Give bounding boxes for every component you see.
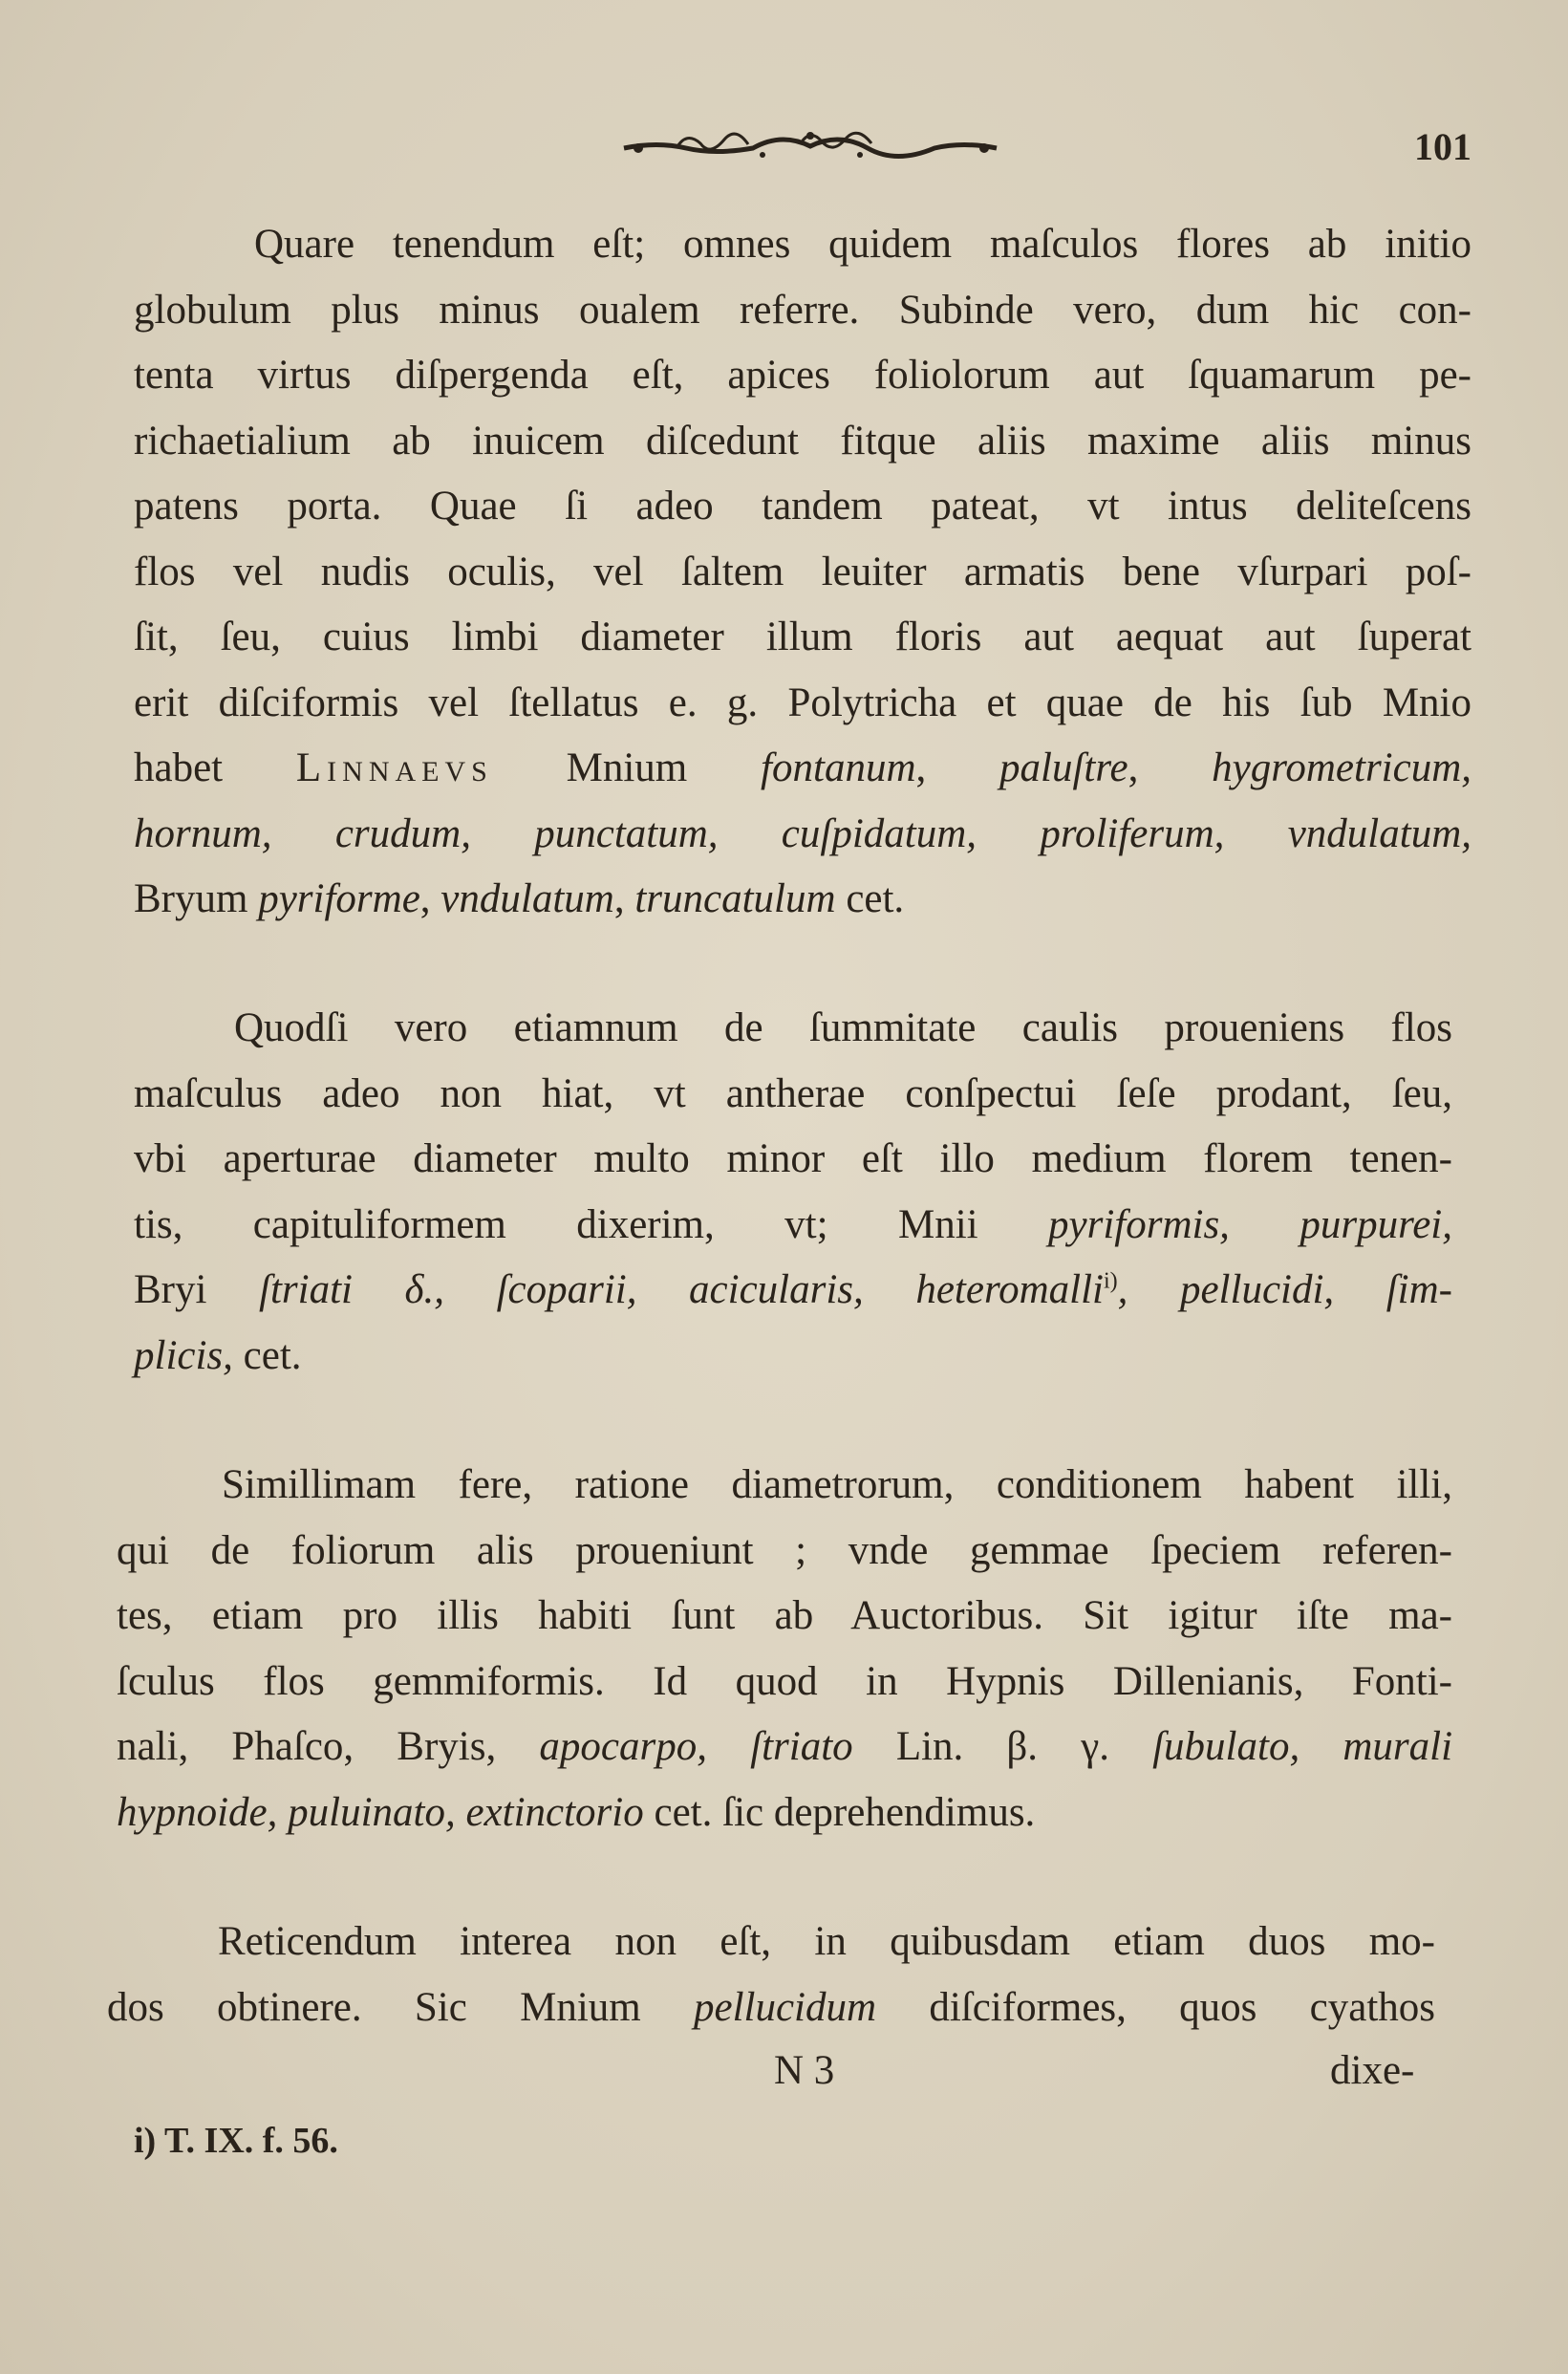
text-run: dos obtinere. Sic Mnium [107, 1984, 641, 2030]
species-name: ſubulato, murali [1152, 1724, 1452, 1769]
footnote: i) T. IX. f. 56. [134, 2121, 338, 2161]
page-number: 101 [1414, 125, 1471, 168]
text-run: cet. [243, 1332, 302, 1378]
paragraph-4 [107, 1910, 1435, 2040]
text-line [117, 1715, 1452, 1780]
text-line: vbi aperturae diameter multo minor eſt illo medium florem tenen- [134, 1136, 1452, 1181]
text-run: cet. ſic deprehendimus. [654, 1789, 1036, 1835]
species-name: vndulatum [440, 876, 614, 921]
text-run: Mnium [566, 745, 688, 790]
text-line [134, 1258, 1452, 1324]
species-name: pellucidum [693, 1984, 877, 2030]
catchword: dixe- [1330, 2048, 1415, 2093]
text-line: Simillimam fere, ratione diametrorum, conditionem habent illi, [222, 1462, 1452, 1507]
text-line: hornum, crudum, punctatum, cuſpidatum, proliferum, vndulatum, [134, 810, 1471, 856]
text-line: patens porta. Quae ſi adeo tandem pateat, vt intus deliteſcens [134, 484, 1471, 529]
text-line: tenta virtus diſpergenda eſt, apices foliolorum aut ſquamarum pe- [134, 353, 1471, 398]
text-line: qui de foliorum alis proueniunt ; vnde gemmae ſpeciem referen- [117, 1527, 1452, 1573]
species-name: truncatulum [634, 876, 836, 921]
text-run: tis, capituliformem dixerim, vt; Mnii [134, 1201, 978, 1247]
species-name: purpurei, [1300, 1201, 1452, 1247]
text-run: cet. [846, 876, 905, 921]
paragraph-2 [134, 996, 1452, 1389]
text-line: Reticendum interea non eſt, in quibusdam etiam duos mo- [218, 1919, 1435, 1964]
footnote-ref: i) [1103, 1268, 1118, 1294]
text-line: ſit, ſeu, cuius limbi diameter illum floris aut aequat aut ſuperat [134, 615, 1471, 659]
text-line: Bryum pyriforme, vndulatum, truncatulum cet. [134, 876, 905, 921]
text-run: habet [134, 745, 224, 790]
text-line: Quodſi vero etiamnum de ſummitate caulis proueniens flos [234, 1005, 1452, 1050]
text-line: tes, etiam pro illis habiti ſunt ab Auctoribus. Sit igitur iſte ma- [117, 1593, 1452, 1638]
text-line [117, 1780, 1452, 1846]
text-line: Quare tenendum eſt; omnes quidem maſculos flores ab initio [254, 222, 1471, 267]
text-line: maſculus adeo non hiat, vt antherae conſpectui ſeſe prodant, ſeu, [134, 1070, 1452, 1116]
signature-mark: N 3 [774, 2048, 835, 2093]
ornament-headpiece-icon [619, 122, 1001, 170]
paragraph-1 [134, 212, 1471, 933]
species-name: plicis, [134, 1332, 233, 1378]
paragraph-3 [117, 1453, 1452, 1845]
text-line: richaetialium ab inuicem diſcedunt fitque aliis maxime aliis minus [134, 418, 1471, 464]
text-run: diſciformes, quos cyathos [929, 1984, 1435, 2030]
species-name: ſtriati δ., ſcoparii, acicularis, heteromalli [259, 1267, 1104, 1312]
species-name: fontanum [761, 745, 916, 790]
species-name: pyriforme [258, 876, 420, 921]
text-run: Lin. β. γ. [895, 1724, 1109, 1769]
text-line: erit diſciformis vel ſtellatus e. g. Polytricha et quae de his ſub Mnio [134, 680, 1471, 725]
text-run: Bryi [134, 1267, 207, 1312]
species-name: , pellucidi, ſim- [1117, 1267, 1452, 1312]
species-name: pyriformis, [1048, 1201, 1230, 1247]
text-line [134, 1324, 1452, 1390]
text-run: Bryum [134, 876, 248, 921]
text-line: habet Linnaevs Mnium fontanum, paluſtre, hygrometricum, [134, 745, 1471, 790]
species-name: paluſtre [999, 745, 1128, 790]
text-line: globulum plus minus oualem referre. Subinde vero, dum hic con- [134, 287, 1471, 333]
text-run: nali, Phaſco, Bryis, [117, 1724, 497, 1769]
text-line [134, 1193, 1452, 1259]
text-line: flos vel nudis oculis, vel ſaltem leuiter armatis bene vſurpari poſ- [134, 549, 1471, 594]
author-name: Linnaevs [295, 745, 493, 790]
species-name: hypnoide, puluinato, extinctorio [117, 1789, 644, 1835]
text-line [107, 1975, 1435, 2041]
text-line: ſculus flos gemmiformis. Id quod in Hypnis Dillenianis, Fonti- [117, 1658, 1452, 1704]
species-name: apocarpo, ſtriato [539, 1724, 853, 1769]
species-name: hygrometricum, [1212, 745, 1471, 790]
